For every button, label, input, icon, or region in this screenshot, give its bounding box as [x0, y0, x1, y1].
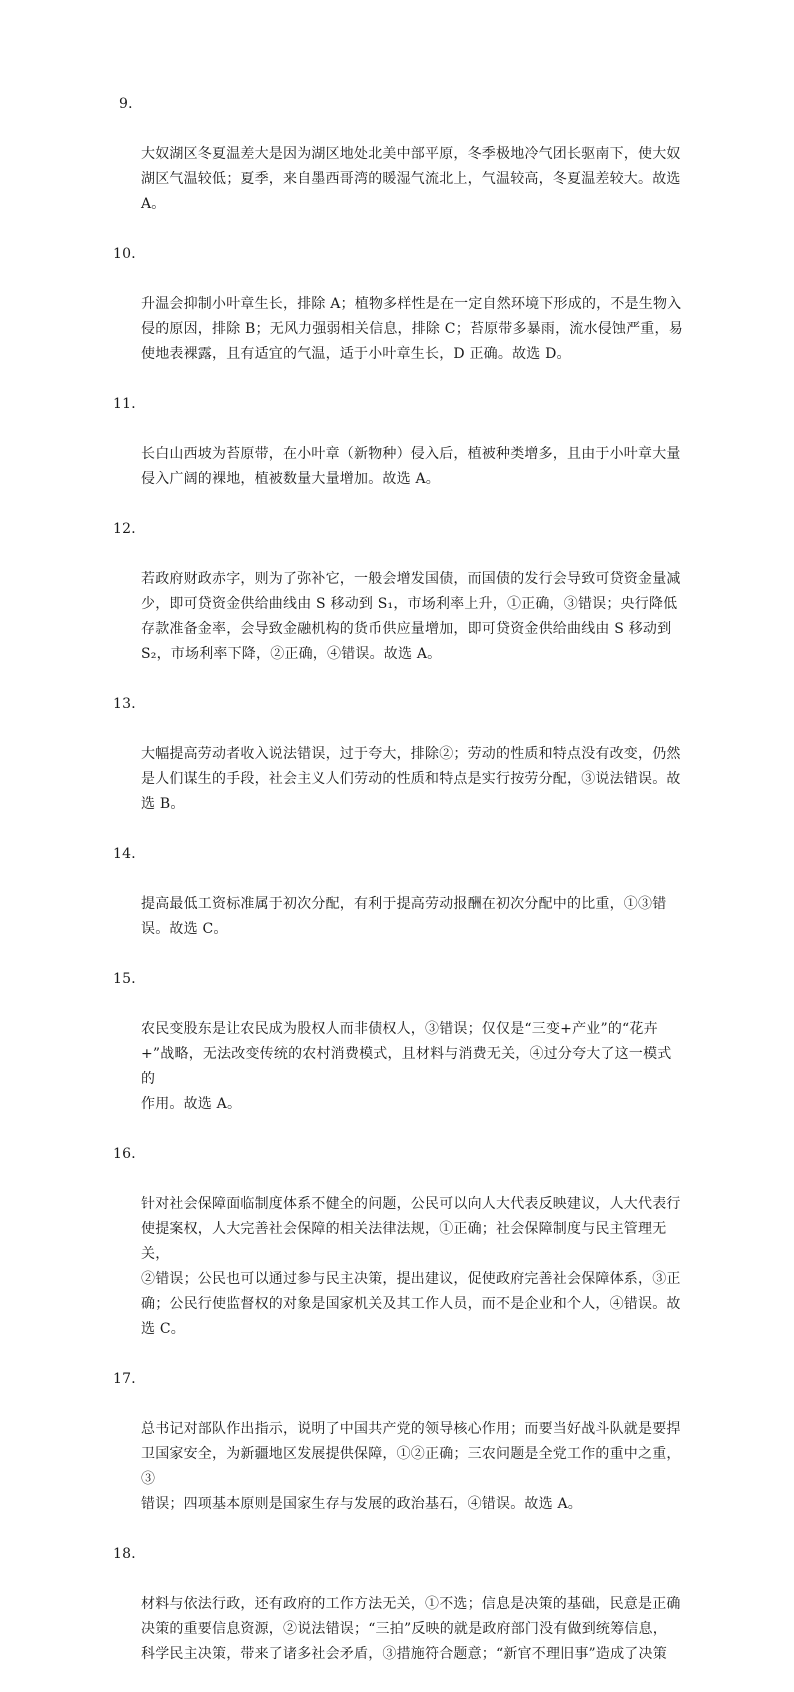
answer-text: 若政府财政赤字，则为了弥补它，一般会增发国债，而国债的发行会导致可贷资金量减 少，即可贷资金供给曲线由 S 移动到 S₁，市场利率上升，①正确，③错误；央行降低 存款准备金率，会导致金融机构的货币供应量增加，即可贷资金供给曲线由 S 移动到 S₂，市场利率下降，②正确，④错误。故选 A。 [141, 571, 681, 662]
answer-number: 17． [113, 1371, 146, 1387]
answer-item-10 [113, 242, 683, 392]
answer-item-18 [113, 1542, 683, 1692]
answer-text: 大奴湖区冬夏温差大是因为湖区地处北美中部平原，冬季极地冷气团长驱南下，使大奴 湖区气温较低；夏季，来自墨西哥湾的暖湿气流北上，气温较高，冬夏温差较大。故选 A。 [141, 146, 681, 212]
answer-number: 13． [113, 696, 146, 712]
answer-text: 长白山西坡为苔原带，在小叶章（新物种）侵入后，植被种类增多，且由于小叶章大量 侵入广阔的裸地，植被数量大量增加。故选 A。 [141, 446, 681, 487]
answer-text: 提高最低工资标准属于初次分配，有利于提高劳动报酬在初次分配中的比重，①③错 误。故选 C。 [141, 896, 667, 937]
answer-number: 16． [113, 1146, 146, 1162]
answer-text: 材料与依法行政，还有政府的工作方法无关，①不选；信息是决策的基础，民意是正确 决策的重要信息资源，②说法错误；“三拍”反映的就是政府部门没有做到统筹信息， 科学民主决策，带来了诸多社会矛盾，③措施符合题意；“新官不理旧事”造成了决策 [141, 1596, 681, 1662]
answer-number: 15． [113, 971, 146, 987]
answer-item-17 [113, 1367, 683, 1542]
answer-number: 12． [113, 521, 146, 537]
answer-text: 大幅提高劳动者收入说法错误，过于夸大，排除②；劳动的性质和特点没有改变，仍然 是人们谋生的手段，社会主义人们劳动的性质和特点是实行按劳分配，③说法错误。故 选 B。 [141, 746, 681, 812]
answer-number: 11． [113, 396, 146, 412]
answer-item-16 [113, 1142, 683, 1367]
answer-item-9 [113, 92, 683, 242]
answer-item-14 [113, 842, 683, 967]
answer-text: 农民变股东是让农民成为股权人而非债权人，③错误；仅仅是“三变+产业”的“花卉 +”战略，无法改变传统的农村消费模式，且材料与消费无关，④过分夸大了这一模式的 作用。故选 A。 [141, 1021, 672, 1112]
answer-text: 升温会抑制小叶章生长，排除 A；植物多样性是在一定自然环境下形成的，不是生物入 侵的原因，排除 B；无风力强弱相关信息，排除 C；苔原带多暴雨，流水侵蚀严重，易 使地表裸露，且有适宜的气温，适于小叶章生长，D 正确。故选 D。 [141, 296, 683, 362]
answer-number: 14． [113, 846, 146, 862]
answer-number: 9． [119, 96, 143, 112]
answer-list [113, 92, 683, 1692]
answer-item-12 [113, 517, 683, 692]
answer-item-11 [113, 392, 683, 517]
answer-item-15 [113, 967, 683, 1142]
answer-number: 10． [113, 246, 146, 262]
answer-text: 总书记对部队作出指示，说明了中国共产党的领导核心作用；而要当好战斗队就是要捍 卫国家安全，为新疆地区发展提供保障，①②正确；三农问题是全党工作的重中之重，③ 错误；四项基本原则是国家生存与发展的政治基石，④错误。故选 A。 [141, 1421, 681, 1512]
answer-item-13 [113, 692, 683, 842]
answer-number: 18． [113, 1546, 146, 1562]
answer-text: 针对社会保障面临制度体系不健全的问题，公民可以向人大代表反映建议，人大代表行 使提案权，人大完善社会保障的相关法律法规，①正确；社会保障制度与民主管理无关， ②错误；公民也可以通过参与民主决策，提出建议，促使政府完善社会保障体系，③正 确；公民行使监督权的对象是国家机关及其工作人员，而不是企业和个人，④错误。故 选 C。 [141, 1196, 681, 1337]
